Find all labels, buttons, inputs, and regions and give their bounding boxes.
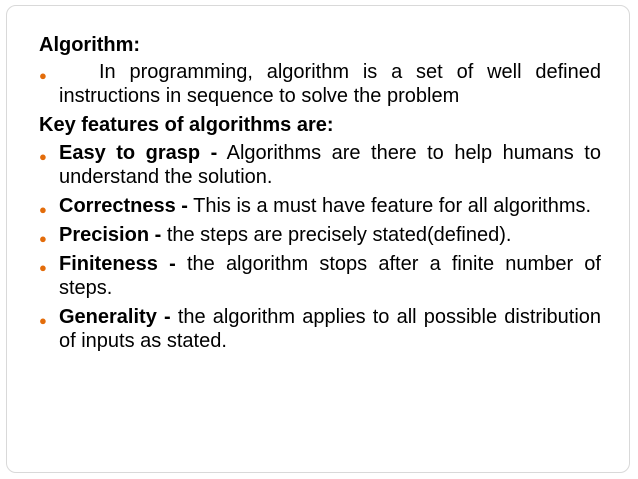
key-features-heading: Key features of algorithms are: bbox=[39, 114, 334, 136]
feature-text: the algorithm applies to all possible distribution of inputs as stated. bbox=[59, 306, 602, 352]
feature-term: Correctness - bbox=[59, 195, 188, 217]
circle-bullet-icon: ● bbox=[39, 231, 47, 246]
feature-item-precision bbox=[39, 223, 601, 247]
circle-bullet-icon: ● bbox=[39, 149, 47, 164]
feature-item-correctness bbox=[39, 194, 601, 218]
feature-term: Precision - bbox=[59, 224, 162, 246]
definition-item bbox=[39, 60, 601, 108]
circle-bullet-icon: ● bbox=[39, 202, 47, 217]
feature-item-finiteness bbox=[39, 252, 601, 300]
feature-term: Finiteness - bbox=[59, 253, 176, 275]
circle-bullet-icon: ● bbox=[39, 260, 47, 275]
feature-item-easy-to-grasp bbox=[39, 141, 601, 189]
feature-text: the algorithm stops after a finite number of steps. bbox=[59, 253, 601, 299]
feature-text: Algorithms are there to help humans to understand the solution. bbox=[59, 142, 601, 188]
circle-bullet-icon: ● bbox=[39, 68, 47, 83]
feature-text: the steps are precisely stated(defined). bbox=[161, 224, 512, 246]
feature-text: This is a must have feature for all algorithms. bbox=[187, 195, 592, 217]
circle-bullet-icon: ● bbox=[39, 313, 47, 328]
definition-text: In programming, algorithm is a set of well defined instructions in sequence to solve the problem bbox=[59, 61, 601, 107]
feature-term: Generality - bbox=[59, 306, 171, 328]
feature-term: Easy to grasp - bbox=[59, 142, 218, 164]
algorithm-heading: Algorithm: bbox=[39, 34, 141, 56]
feature-item-generality bbox=[39, 305, 601, 353]
slide-content bbox=[39, 33, 601, 358]
